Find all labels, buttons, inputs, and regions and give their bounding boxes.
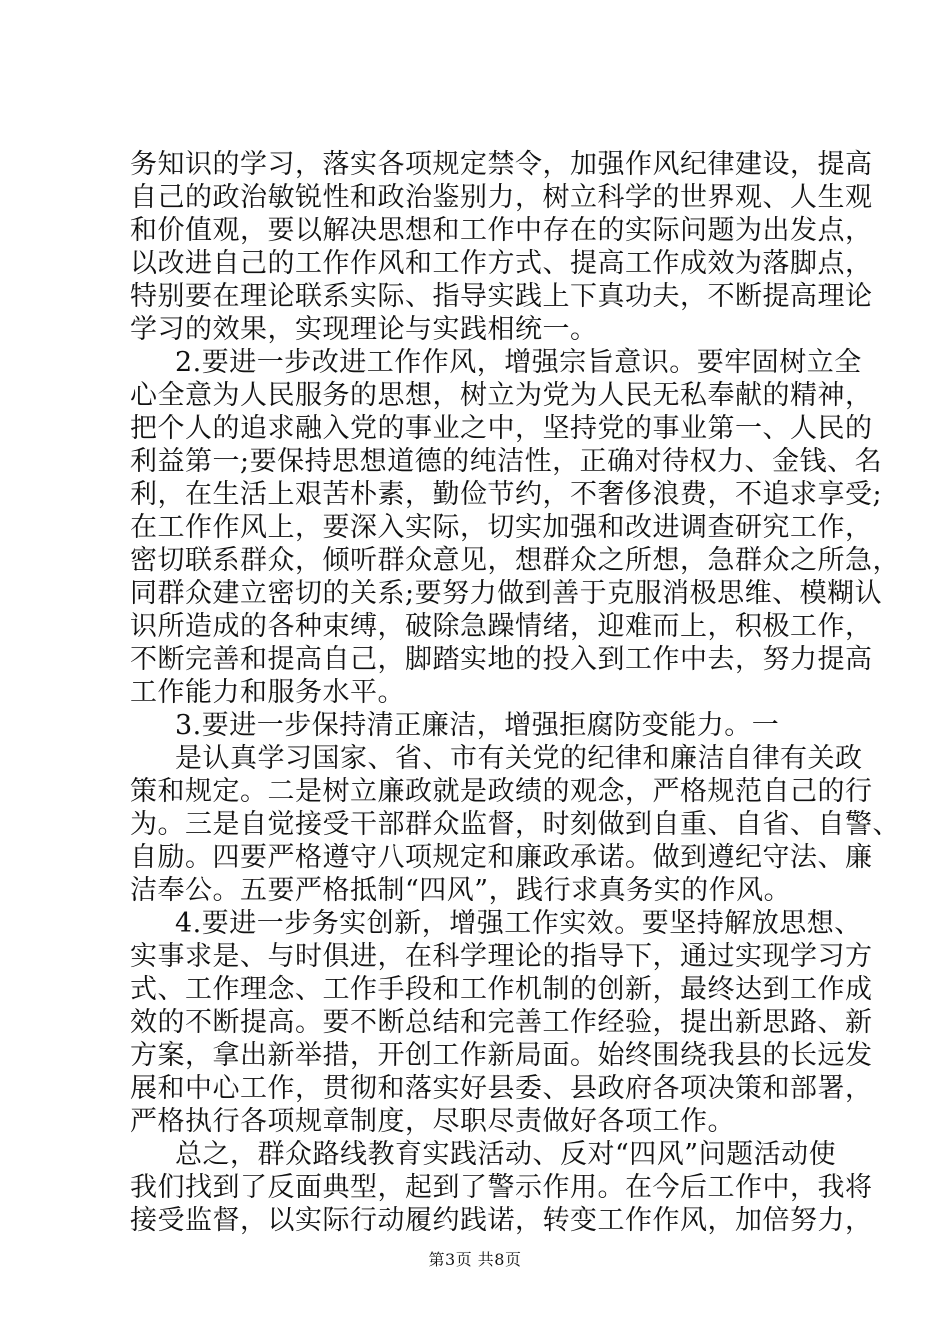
text-line: 方案，拿出新举措，开创工作新局面。始终围绕我县的长远发	[130, 1040, 873, 1071]
text-line: 策和规定。二是树立廉政就是政绩的观念，严格规范自己的行	[130, 776, 873, 807]
text-line: 接受监督，以实际行动履约践诺，转变工作作风，加倍努力，	[130, 1205, 873, 1236]
text-line: 特别要在理论联系实际、指导实践上下真功夫，不断提高理论	[130, 281, 873, 312]
text-line: 务知识的学习，落实各项规定禁令，加强作风纪律建设，提高	[130, 149, 873, 180]
text-line: 自己的政治敏锐性和政治鉴别力，树立科学的世界观、人生观	[130, 182, 873, 213]
text-line: 和价值观，要以解决思想和工作中存在的实际问题为出发点，	[130, 215, 873, 246]
text-line: 以改进自己的工作作风和工作方式、提高工作成效为落脚点，	[130, 248, 873, 279]
text-line: 利，在生活上艰苦朴素，勤俭节约，不奢侈浪费，不追求享受;	[130, 479, 883, 510]
text-line: 是认真学习国家、省、市有关党的纪律和廉洁自律有关政	[175, 743, 863, 774]
text-line: 展和中心工作，贯彻和落实好县委、县政府各项决策和部署，	[130, 1073, 873, 1104]
text-line: 把个人的追求融入党的事业之中，坚持党的事业第一、人民的	[130, 413, 873, 444]
text-line: 密切联系群众，倾听群众意见，想群众之所想，急群众之所急，	[130, 545, 900, 576]
text-line: 3.要进一步保持清正廉洁，增强拒腐防变能力。一	[175, 710, 780, 741]
text-line: 在工作作风上，要深入实际，切实加强和改进调查研究工作，	[130, 512, 873, 543]
text-line: 同群众建立密切的关系;要努力做到善于克服消极思维、模糊认	[130, 578, 883, 609]
text-line: 心全意为人民服务的思想，树立为党为人民无私奉献的精神，	[130, 380, 873, 411]
text-line: 效的不断提高。要不断总结和完善工作经验，提出新思路、新	[130, 1007, 873, 1038]
text-line: 式、工作理念、工作手段和工作机制的创新，最终达到工作成	[130, 974, 873, 1005]
text-line: 洁奉公。五要严格抵制“四风”，践行求真务实的作风。	[130, 875, 792, 906]
document-body	[130, 148, 900, 1237]
text-line: 学习的效果，实现理论与实践相统一。	[130, 314, 598, 345]
text-line: 2.要进一步改进工作作风，增强宗旨意识。要牢固树立全	[175, 347, 862, 378]
text-line: 自励。四要严格遵守八项规定和廉政承诺。做到遵纪守法、廉	[130, 842, 873, 873]
text-line: 我们找到了反面典型，起到了警示作用。在今后工作中，我将	[130, 1172, 873, 1203]
text-line: 为。三是自觉接受干部群众监督，时刻做到自重、自省、自警、	[130, 809, 900, 840]
text-line: 利益第一;要保持思想道德的纯洁性，正确对待权力、金钱、名	[130, 446, 883, 477]
text-line: 实事求是、与时俱进，在科学理论的指导下，通过实现学习方	[130, 941, 873, 972]
text-line: 4.要进一步务实创新，增强工作实效。要坚持解放思想、	[175, 908, 862, 939]
text-line: 严格执行各项规章制度，尽职尽责做好各项工作。	[130, 1106, 735, 1137]
text-line: 识所造成的各种束缚，破除急躁情绪，迎难而上，积极工作，	[130, 611, 873, 642]
page-footer: 第3页 共8页	[428, 1250, 522, 1269]
text-line: 不断完善和提高自己，脚踏实地的投入到工作中去，努力提高	[130, 644, 873, 675]
text-line: 工作能力和服务水平。	[130, 677, 405, 708]
text-line: 总之，群众路线教育实践活动、反对“四风”问题活动使	[175, 1139, 837, 1170]
